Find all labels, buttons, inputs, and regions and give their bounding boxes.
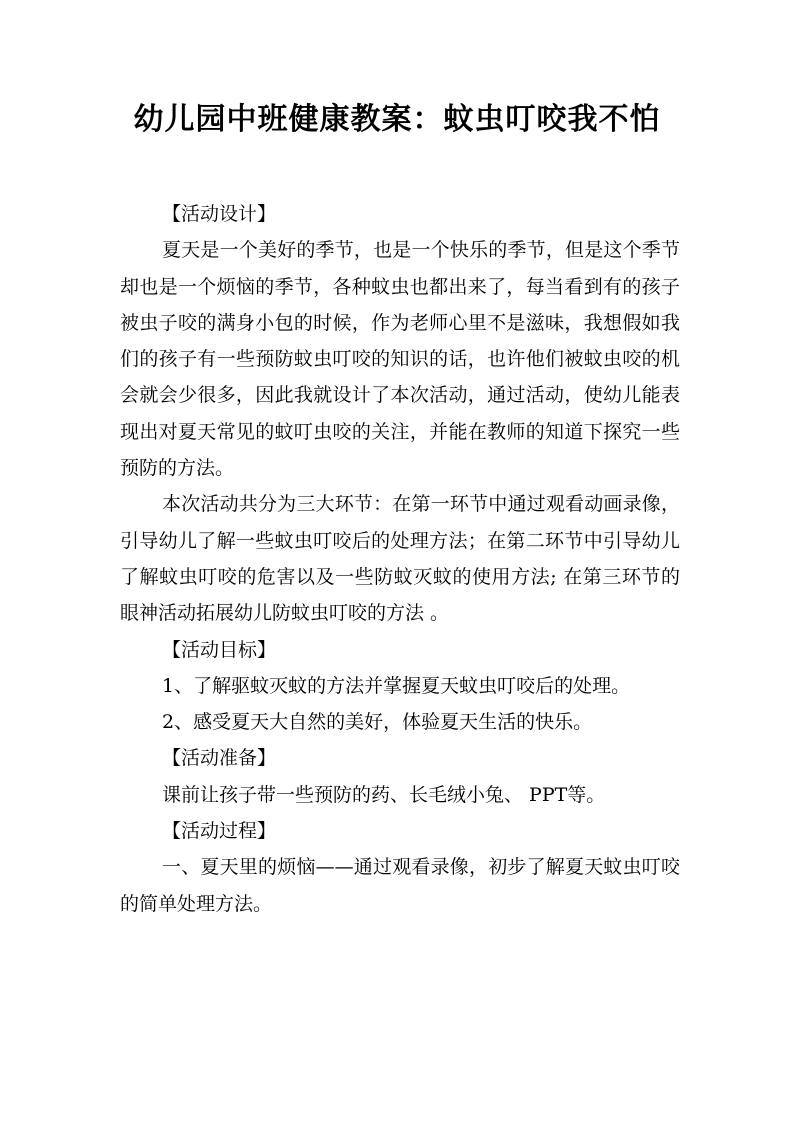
paragraph-process-step-1: 一、夏天里的烦恼——通过观看录像，初步了解夏天蚊虫叮咬的简单处理方法。 [120, 856, 680, 915]
document-body [120, 196, 680, 922]
section-heading-prep: 【活动准备】 [162, 747, 277, 770]
section-heading-process: 【活动过程】 [162, 820, 277, 843]
goal-item-1: 1、了解驱蚊灭蚊的方法并掌握夏天蚊虫叮咬后的处理。 [162, 674, 631, 697]
paragraph-design-2: 本次活动共分为三大环节：在第一环节中通过观看动画录像，引导幼儿了解一些蚊虫叮咬后的处理方法；在第二环节中引导幼儿了解蚊虫叮咬的危害以及一些防蚊灭蚊的使用方法; 在第三环节的眼神活动拓展幼儿防蚊虫叮咬的方法 。 [120, 493, 680, 625]
document-title: 幼儿园中班健康教案：蚊虫叮咬我不怕 [133, 102, 661, 137]
paragraph-prep: 课前让孩子带一些预防的药、长毛绒小兔、 PPT等。 [162, 783, 606, 806]
section-heading-design: 【活动设计】 [162, 203, 277, 225]
section-heading-goals: 【活动目标】 [162, 638, 277, 661]
paragraph-design-1: 夏天是一个美好的季节，也是一个快乐的季节，但是这个季节却也是一个烦恼的季节，各种蚊虫也都出来了，每当看到有的孩子被虫子咬的满身小包的时候，作为老师心里不是滋味，我想假如我们的孩子有一些预防蚊虫叮咬的知识的话，也许他们被蚊虫咬的机会就会少很多，因此我就设计了本次活动，通过活动，使幼儿能表现出对夏天常见的蚊叮虫咬的关注，并能在教师的知道下探究一些预防的方法。 [120, 239, 680, 480]
goal-item-2: 2、感受夏天大自然的美好，体验夏天生活的快乐。 [162, 711, 593, 734]
